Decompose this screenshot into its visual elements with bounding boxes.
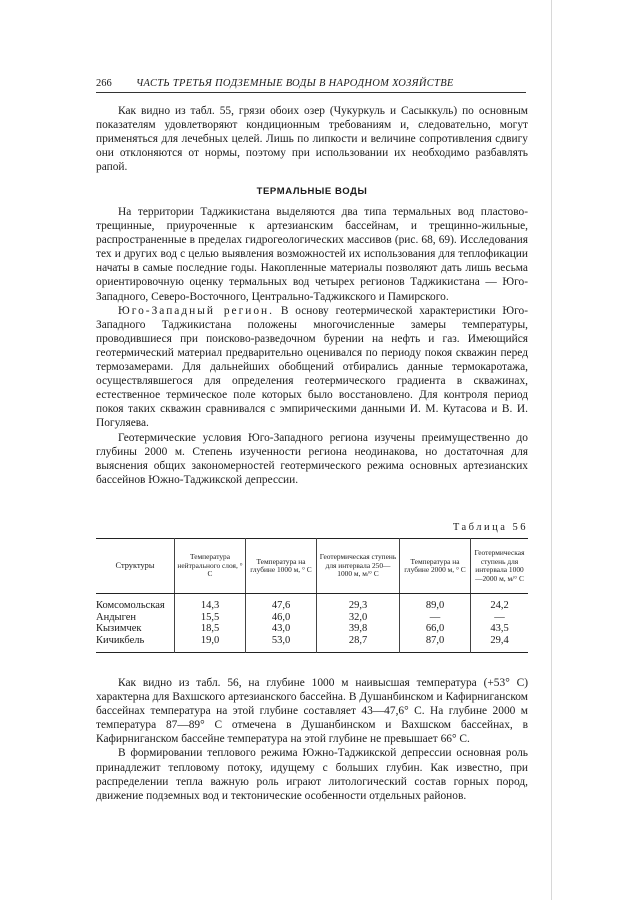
page-edge-line xyxy=(551,0,552,900)
page-number: 266 xyxy=(96,78,112,89)
cell-temp-1000: 53,0 xyxy=(246,635,317,653)
intro-paragraph: Как видно из табл. 55, грязи обоих озер (Чукуркуль и Сасыккуль) по основным показателям удовлетворяют кондиционным требованиям и, следовательно, могут применяться для лечебных целей. Лишь по липкости и величине сопротивления сдвигу они отклоняются от нормы, поэтому при использовании их необходимо разбавлять рапой. xyxy=(96,105,528,174)
header-step-1000-2000: Геотермическая ступень для интервала 1000—2000 м, м/° С xyxy=(471,539,529,594)
paragraph-southwest-region xyxy=(96,304,528,431)
cell-neutral-temp: 15,5 xyxy=(175,612,246,623)
cell-structure: Кызимчек xyxy=(96,623,142,635)
table-label: Таблица 56 xyxy=(452,522,528,533)
cell-structure: Комсомольская xyxy=(96,600,165,612)
cell-step-2: 43,5 xyxy=(471,623,529,634)
after-table-body xyxy=(96,676,528,803)
cell-temp-1000: 46,0 xyxy=(246,612,317,623)
running-header xyxy=(96,78,526,93)
cell-neutral-temp: 19,0 xyxy=(175,635,246,653)
cell-step-1: 28,7 xyxy=(317,635,400,653)
intro-paragraph-block xyxy=(96,104,528,174)
table-row xyxy=(96,623,528,634)
cell-step-1: 32,0 xyxy=(317,612,400,623)
cell-temp-2000: 89,0 xyxy=(400,594,471,612)
section-heading: ТЕРМАЛЬНЫЕ ВОДЫ xyxy=(256,186,368,197)
paragraph-table-discussion: Как видно из табл. 56, на глубине 1000 м наивысшая температура (+53° С) характерна для Вахшского артезианского бассейна. В Душанбинском и Кафирниганском бассейнах температура на этой глубине составляет 43—47,6° С. На глубине 2000 м температура 87—89° С отмечена в Душанбинском и Вахшском бассейнах, в Кафирниганском бассейне температура на этой глубине не превышает 66° С. xyxy=(96,677,528,746)
paragraph-thermal-types: На территории Таджикистана выделяются два типа термальных вод пластово-трещинные, приуроченные к артезианским бассейнам, и трещинно-жильные, распространенные в пределах гидрогеологических массивов (рис. 68, 69). Исследования тех и других вод с целью выявления возможностей их использования для теплофикации начаты в самые последние годы. Накопленные материалы позволяют дать лишь весьма ориентировочную оценку термальных вод четырех регионов Таджикистана — Юго-Западного, Северо-Восточного, Центрально-Таджикского и Памирского. xyxy=(96,206,528,303)
region-lead: Юго-Западный регион. xyxy=(118,304,274,317)
table-row xyxy=(96,594,528,612)
cell-temp-1000: 43,0 xyxy=(246,623,317,634)
paragraph-geothermal-conditions: Геотермические условия Юго-Западного региона изучены преимущественно до глубины 2000 м. Степень изученности региона неодинакова, но достаточная для выяснения общих закономерностей геотермического режима основных артезианских бассейнов Южно-Таджикской депрессии. xyxy=(96,431,528,486)
header-temp-2000m: Температура на глубине 2000 м, ° С xyxy=(400,539,471,594)
running-header-title: ЧАСТЬ ТРЕТЬЯ ПОДЗЕМНЫЕ ВОДЫ В НАРОДНОМ ХОЗЯЙСТВЕ xyxy=(136,78,454,89)
header-neutral-layer-temp: Температура нейтрального слоя, ° С xyxy=(175,539,246,594)
section-body xyxy=(96,205,528,487)
cell-step-2: — xyxy=(471,612,529,623)
region-text: В основу геотермической характеристики Юго-Западного Таджикистана положены многочисленные замеры температуры, проводившиеся при поисково-разведочном бурении на нефть и газ. Имеющийся геотермический материал предварительно оценивался по периоду покоя скважин перед термозамерами. Для дальнейших обобщений отбирались данные термокаротажа, осуществлявшегося для определения геотермического градиента в скважинах, естественное термическое поле которых было восстановлено. Для контроля период покоя таких скважин сравнивался с эмпирическими данными И. М. Кутасова и В. И. Погуляева. xyxy=(96,304,528,430)
header-temp-1000m: Температура на глубине 1000 м, ° С xyxy=(246,539,317,594)
geothermal-table xyxy=(96,538,528,653)
cell-step-2: 29,4 xyxy=(471,635,529,653)
cell-step-1: 39,8 xyxy=(317,623,400,634)
header-step-250-1000: Геотермическая ступень для интервала 250—1000 м, м/° С xyxy=(317,539,400,594)
cell-structure: Кичикбель xyxy=(96,634,145,646)
table-row xyxy=(96,635,528,653)
cell-neutral-temp: 18,5 xyxy=(175,623,246,634)
cell-step-1: 29,3 xyxy=(317,594,400,612)
cell-neutral-temp: 14,3 xyxy=(175,594,246,612)
paragraph-thermal-regime: В формировании теплового режима Южно-Таджикской депрессии основная роль принадлежит тепловому потоку, идущему с больших глубин. Как известно, при распределении тепла важную роль играют литологический состав горных пород, движение подземных вод и тектонические особенности отдельных районов. xyxy=(96,747,528,802)
table-row xyxy=(96,612,528,623)
header-structures: Структуры xyxy=(96,539,175,594)
table-header-row xyxy=(96,539,528,594)
cell-temp-1000: 47,6 xyxy=(246,594,317,612)
cell-temp-2000: — xyxy=(400,612,471,623)
cell-temp-2000: 87,0 xyxy=(400,635,471,653)
cell-step-2: 24,2 xyxy=(471,594,529,612)
cell-temp-2000: 66,0 xyxy=(400,623,471,634)
cell-structure: Андыген xyxy=(96,611,137,623)
